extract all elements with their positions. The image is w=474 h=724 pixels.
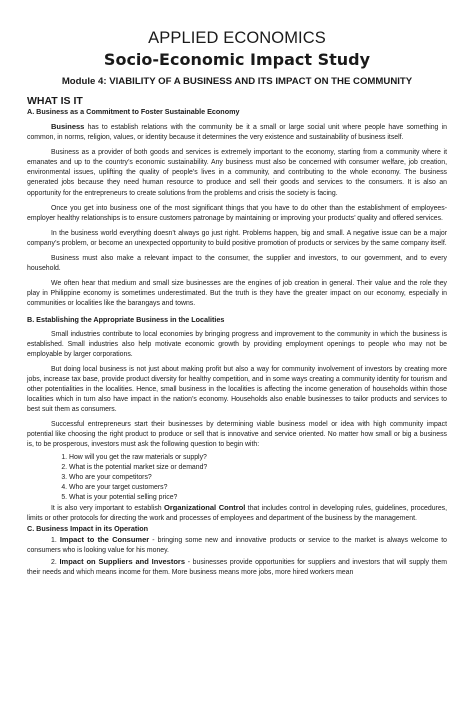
business-keyword: Business	[51, 122, 85, 131]
section-a-paragraph-5: Business must also make a relevant impact to the consumer, the supplier and investors, to our government, and to every household.	[27, 255, 447, 273]
list-item	[27, 535, 447, 556]
impact-number: 1.	[51, 537, 57, 545]
impact-text: - businesses provide opportunities for suppliers and investors that will supply them their needs and which means income for them. More business means more jobs, more hired workers mean	[27, 559, 447, 577]
organizational-control-intro: It is also very important to establish	[51, 505, 165, 512]
section-b-heading: B. Establishing the Appropriate Business in the Localities	[27, 314, 225, 324]
impact-text: - bringing some new and innovative products or service to the market is always welcome to consumers who is looking value for his money.	[27, 537, 448, 555]
organizational-control-text: that includes control in developing rules, guidelines, procedures, limits or other protocols for directing the work and processes of employees and department of the business by the management.	[27, 505, 448, 523]
section-c-heading: C. Business Impact in its Operation	[27, 524, 149, 534]
list-item: 4. Who are your target customers?	[69, 483, 447, 493]
section-a-paragraph-3: Once you get into business one of the most significant things that you have to do other than the establishment of employees-employer healthy relationships is to ensure customers patronage by maintaining or improving your products’ quality and offered services.	[27, 204, 447, 222]
list-item	[27, 557, 447, 578]
list-item: 3. Who are your competitors?	[69, 473, 447, 483]
section-a-paragraph-2: Business as a provider of both goods and services is extremely important to the economy, starting from a community where it emanates and up to the country’s economic sustainability. Any business must also be concerned with consumer welfare, job creation, environmental issues, uplifting the quality of people’s lives in a community, and contributing to the whole economy. The business generated jobs because they need human resource to produce and sell their goods and services to the consumers. It is also an opportunity for the entrepreneurs to create solutions from the problems and crisis the society is facing.	[27, 149, 447, 197]
what-is-it-heading: WHAT IS IT	[27, 95, 83, 107]
section-a-paragraph-4: In the business world everything doesn’t always go just right. Problems happen, big and small. A negative issue can be a major company’s problem, or become an unexpected opportunity to build positive promotion of products or services by the same company itself.	[27, 229, 447, 247]
impact-keyword: Impact to the Consumer	[59, 535, 150, 545]
section-a-paragraph-1	[27, 122, 447, 143]
list-item: 2. What is the potential market size or demand?	[69, 463, 447, 473]
section-b-paragraph-3: Successful entrepreneurs start their businesses by determining viable business model or idea with high community impact potential like choosing the right product to produce or sell that is innovative and service oriented. No matter how small or big a business is, to be prosperous, investors must ask the following question to begin with:	[27, 421, 447, 449]
document-title: Socio-Economic Impact Study	[103, 50, 371, 69]
section-a-paragraph-6: We often hear that medium and small size businesses are the engines of job creation in general. Their value and the role they play in Philippine economy is sometimes underestimated. But the truth is they have the greater impact on our economy, especially in communities or localities like the barangays and towns.	[27, 280, 447, 308]
investor-questions-list	[27, 453, 447, 503]
subject-title: APPLIED ECONOMICS	[148, 29, 326, 47]
impact-number: 2.	[51, 559, 57, 567]
section-a-heading: A. Business as a Commitment to Foster Sustainable Economy	[27, 107, 240, 116]
organizational-control-keyword: Organizational Control	[164, 503, 246, 512]
list-item: 5. What is your potential selling price?	[69, 493, 447, 503]
business-impact-list	[27, 535, 447, 578]
section-a-paragraph-1-text: has to establish relations with the community be it a small or large social unit where people have something in common, in norms, religion, values, or identity because it determines the very existence and sustainability of business itself.	[27, 124, 447, 142]
impact-keyword: Impact on Suppliers and Investors	[59, 557, 186, 567]
organizational-control-paragraph	[27, 503, 447, 524]
list-item: 1. How will you get the raw materials or supply?	[69, 453, 447, 463]
section-b-paragraph-2: But doing local business is not just about making profit but also a way for community involvement of investors by creating more jobs, increase tax base, provide product diversity for healthy competition, and in some ways creating a community identity for tourism and other potentialities in the localities. Hence, small business in the localities is affecting the income generation of households within those localities which in turn also have impact in the nation’s economy. Households also enable businesses to tailor products and services to best suit them as consumers.	[27, 365, 447, 414]
section-b-paragraph-1: Small industries contribute to local economies by bringing progress and improvement to the community in which the business is established. Small industries also help motivate economic growth by providing employment openings to people who may not be employable by larger corporations.	[27, 330, 447, 358]
module-title: Module 4: VIABILITY OF A BUSINESS AND ITS IMPACT ON THE COMMUNITY	[61, 76, 413, 87]
